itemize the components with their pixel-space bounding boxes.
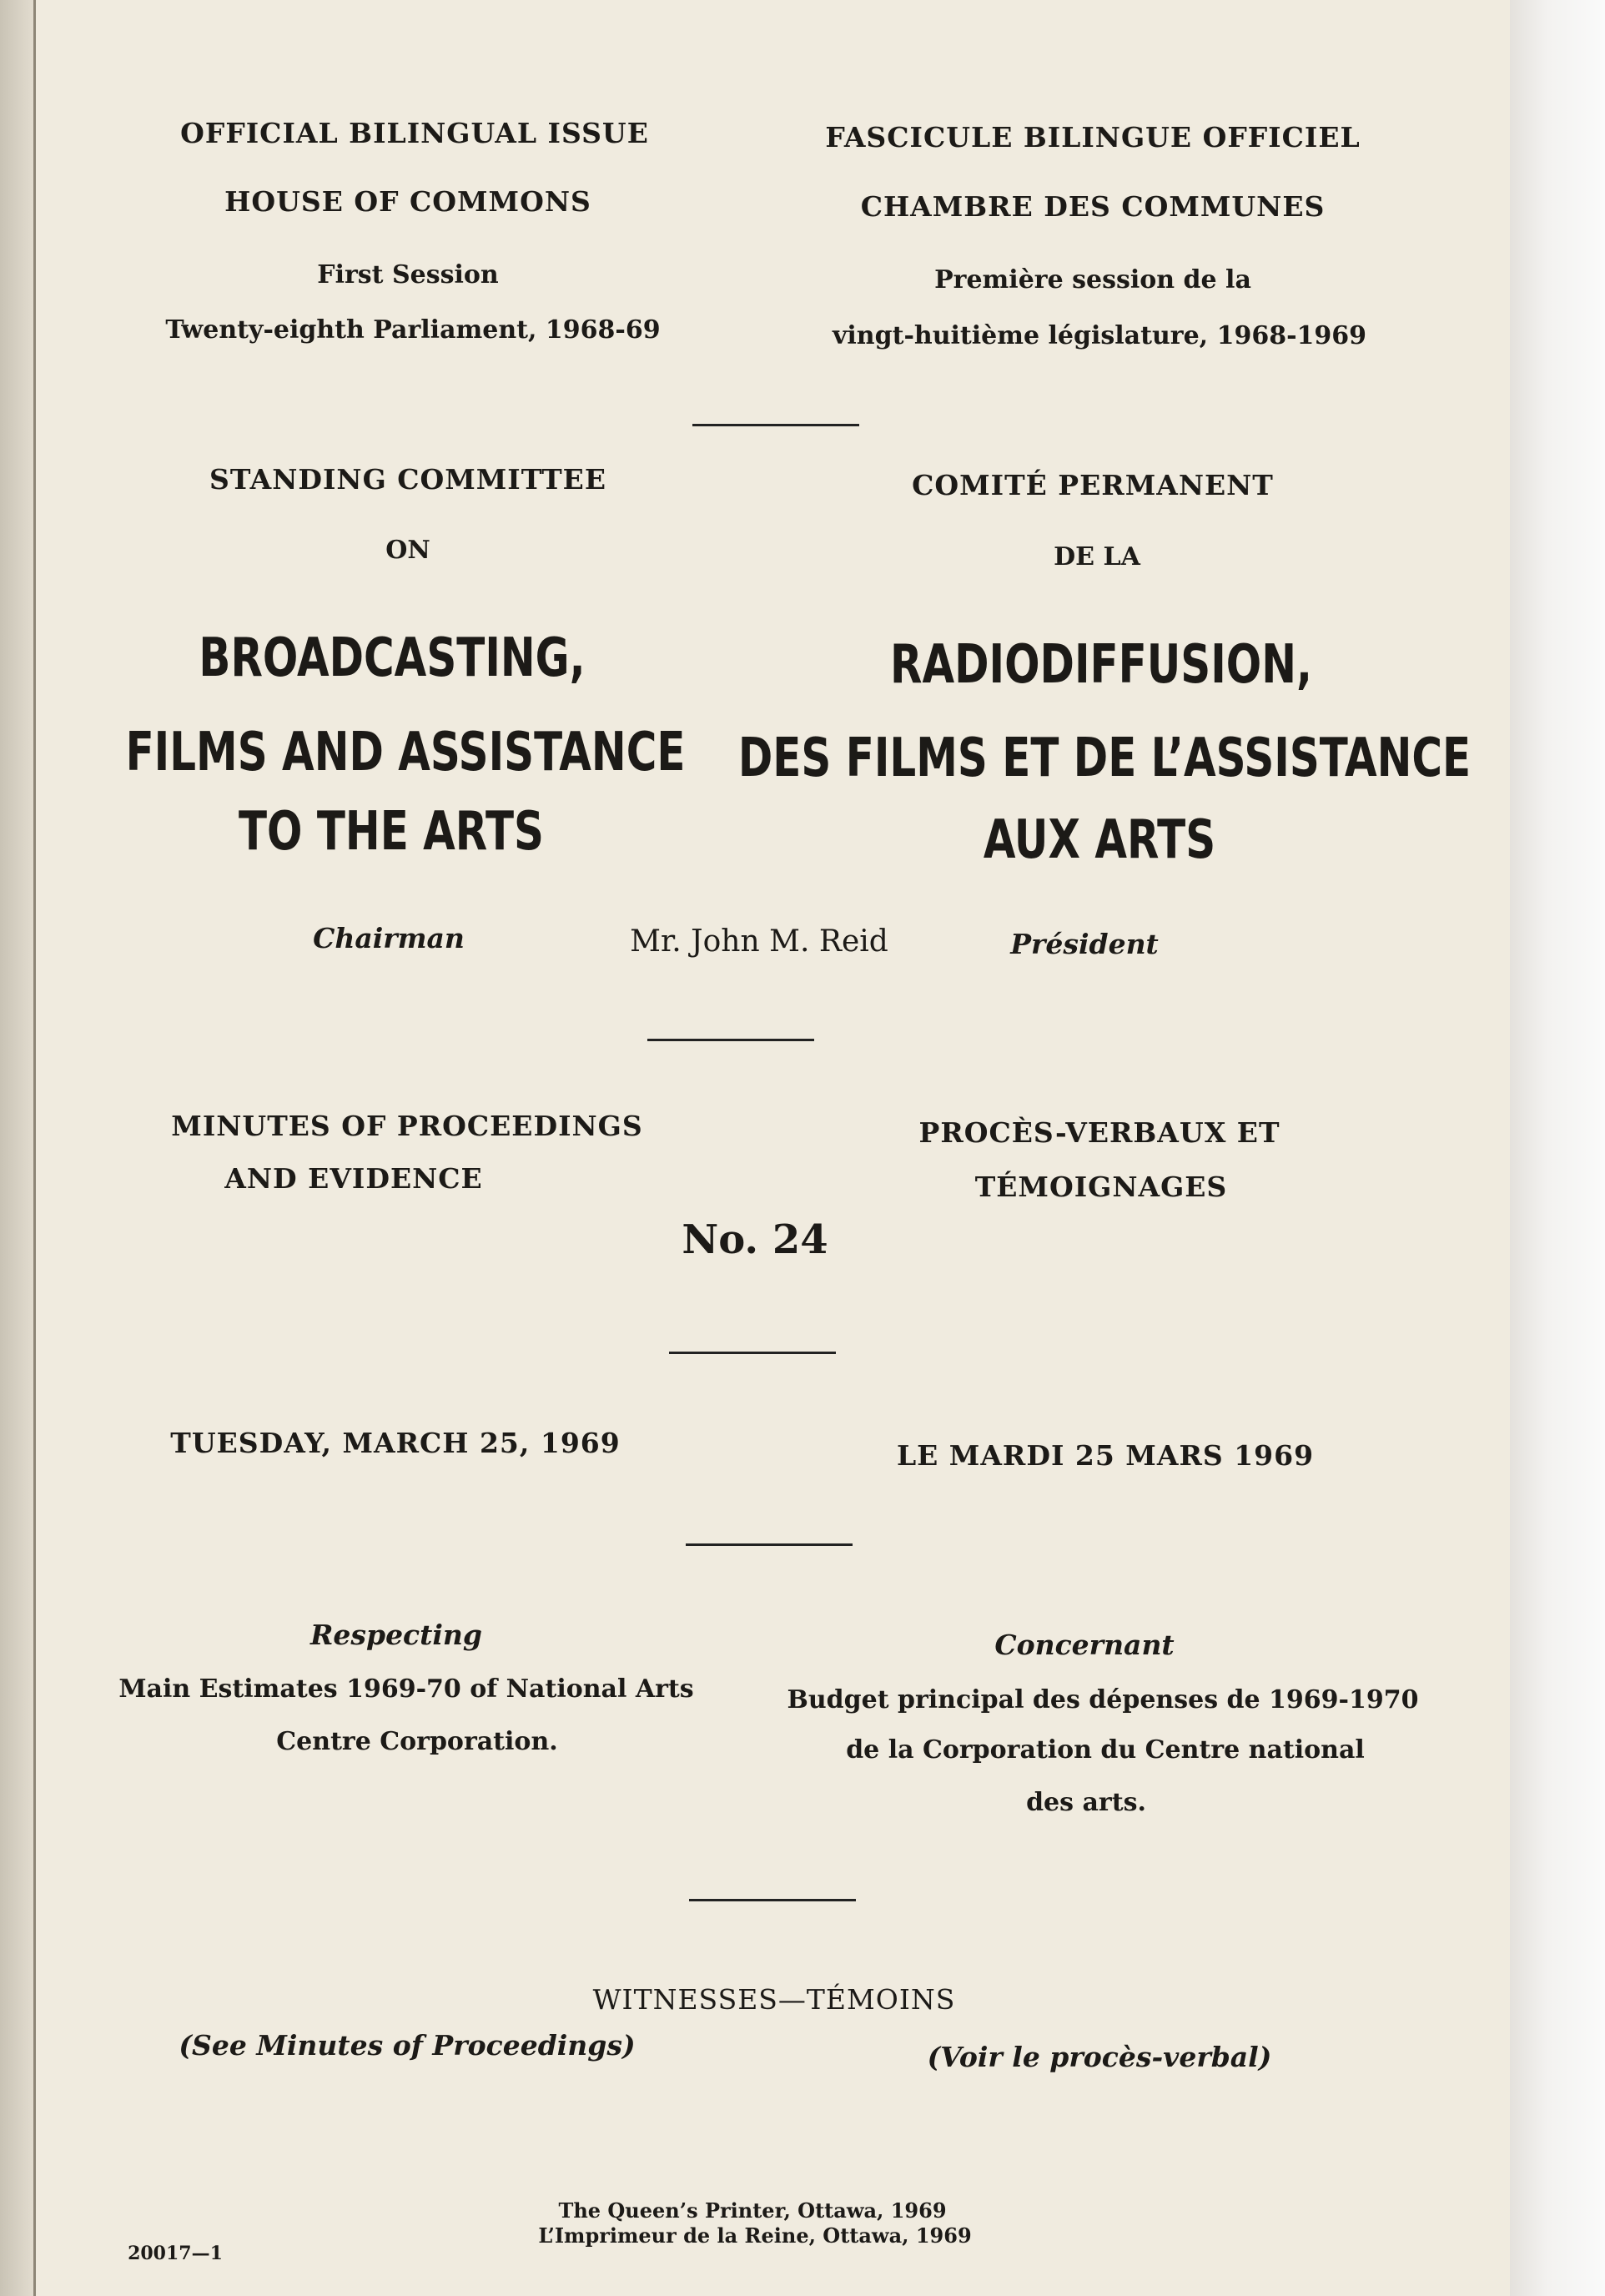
president-label: Président	[1010, 928, 1159, 960]
committee-en: STANDING COMMITTEE	[209, 463, 606, 496]
rule-1	[692, 424, 859, 426]
minutes-en-line-1: MINUTES OF PROCEEDINGS	[171, 1110, 643, 1142]
rule-2	[647, 1039, 814, 1041]
minutes-en-line-2: AND EVIDENCE	[224, 1162, 483, 1195]
title-fr-line-2: DES FILMS ET DE L’ASSISTANCE	[737, 728, 1472, 789]
subject-fr-line-1: Budget principal des dépenses de 1969-1970	[787, 1685, 1419, 1714]
issue-fr: FASCICULE BILINGUE OFFICIEL	[825, 121, 1361, 154]
house-en: HOUSE OF COMMONS	[224, 185, 591, 218]
rule-4	[686, 1543, 853, 1546]
subject-fr-line-3: des arts.	[1026, 1788, 1146, 1817]
subject-fr-line-2: de la Corporation du Centre national	[846, 1735, 1365, 1765]
print-code: 20017—1	[128, 2243, 223, 2264]
printer-en: The Queen’s Printer, Ottawa, 1969	[558, 2198, 947, 2223]
committee-de-la: DE LA	[1054, 542, 1140, 571]
spine-line	[33, 0, 36, 2296]
date-fr: LE MARDI 25 MARS 1969	[896, 1439, 1315, 1472]
witnesses-heading: WITNESSES—TÉMOINS	[592, 1983, 956, 2016]
respecting-label: Respecting	[309, 1619, 483, 1651]
see-minutes-en: (See Minutes of Proceedings)	[179, 2029, 636, 2062]
page-margin	[1510, 0, 1605, 2296]
issue-number: No. 24	[682, 1216, 828, 1263]
title-en-line-1: BROADCASTING,	[199, 627, 586, 689]
voir-proces-verbal-fr: (Voir le procès-verbal)	[927, 2041, 1272, 2073]
title-en-line-3: TO THE ARTS	[238, 801, 545, 863]
parliament-en: Twenty-eighth Parliament, 1968-69	[165, 315, 661, 345]
chair-name: Mr. John M. Reid	[630, 924, 888, 959]
committee-on: ON	[385, 536, 430, 565]
rule-5	[689, 1899, 856, 1901]
issue-en: OFFICIAL BILINGUAL ISSUE	[180, 117, 649, 149]
minutes-fr-line-2: TÉMOIGNAGES	[974, 1171, 1228, 1203]
concernant-label: Concernant	[994, 1629, 1175, 1661]
rule-3	[669, 1352, 836, 1354]
session-fr: Première session de la	[934, 265, 1251, 295]
title-fr-line-3: AUX ARTS	[983, 809, 1216, 871]
parliament-fr: vingt-huitième législature, 1968-1969	[832, 321, 1367, 350]
committee-fr: COMITÉ PERMANENT	[912, 469, 1274, 501]
subject-en-line-2: Centre Corporation.	[276, 1727, 558, 1756]
title-en-line-2: FILMS AND ASSISTANCE	[125, 722, 686, 783]
title-fr-line-1: RADIODIFFUSION,	[890, 634, 1312, 696]
chairman-label: Chairman	[313, 922, 465, 954]
date-en: TUESDAY, MARCH 25, 1969	[170, 1427, 621, 1459]
session-en: First Session	[317, 260, 499, 290]
binding-edge	[0, 0, 33, 2296]
subject-en-line-1: Main Estimates 1969-70 of National Arts	[118, 1674, 694, 1704]
minutes-fr-line-1: PROCÈS-VERBAUX ET	[918, 1116, 1280, 1149]
printer-fr: L’Imprimeur de la Reine, Ottawa, 1969	[538, 2223, 972, 2248]
house-fr: CHAMBRE DES COMMUNES	[860, 190, 1326, 223]
